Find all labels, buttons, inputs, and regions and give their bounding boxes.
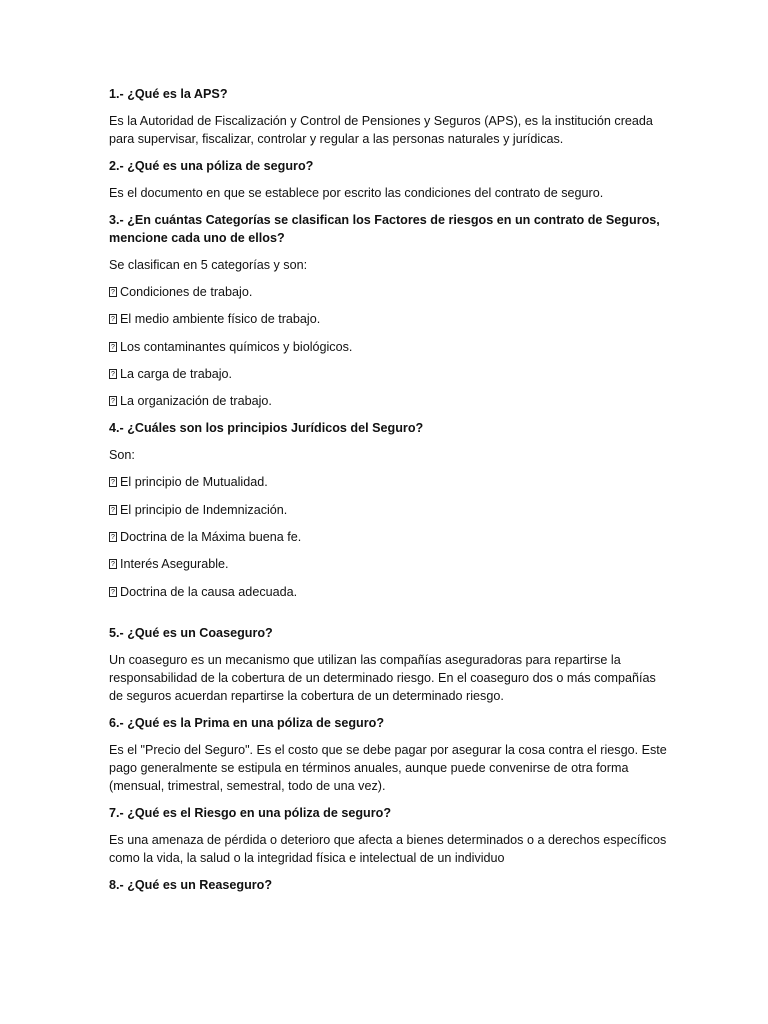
list-item bbox=[109, 283, 669, 301]
list-item-text: El medio ambiente físico de trabajo. bbox=[120, 312, 321, 327]
answer-7-text: Es una amenaza de pérdida o deterioro que afecta a bienes determinados o a derechos específicos como la vida, la salud o la integridad física e intelectual de un individuo bbox=[109, 832, 667, 865]
list-item-text: Los contaminantes químicos y biológicos. bbox=[120, 339, 353, 354]
missing-glyph-icon: ? bbox=[109, 396, 117, 406]
list-item-text: Doctrina de la Máxima buena fe. bbox=[120, 530, 302, 545]
list-item bbox=[109, 310, 669, 328]
missing-glyph-icon: ? bbox=[109, 314, 117, 324]
list-item bbox=[109, 555, 669, 573]
question-4-heading: 4.- ¿Cuáles son los principios Jurídicos del Seguro? bbox=[109, 421, 424, 436]
answer-5-text: Un coaseguro es un mecanismo que utilizan las compañías aseguradoras para repartirse la responsabilidad de la cobertura de un determinado riesgo. En el coaseguro dos o más compañías de seguros acuerdan repartirse la cobertura de un determinado riesgo. bbox=[109, 652, 656, 703]
list-item bbox=[109, 365, 669, 383]
missing-glyph-icon: ? bbox=[109, 532, 117, 542]
risk-factor-categories-list bbox=[109, 283, 669, 410]
list-item bbox=[109, 392, 669, 410]
list-item-text: El principio de Mutualidad. bbox=[120, 475, 268, 490]
question-1-heading: 1.- ¿Qué es la APS? bbox=[109, 87, 228, 101]
list-item-text: Condiciones de trabajo. bbox=[120, 285, 253, 299]
list-item bbox=[109, 501, 669, 519]
question-7-heading: 7.- ¿Qué es el Riesgo en una póliza de seguro? bbox=[109, 805, 392, 820]
answer-1-text: Es la Autoridad de Fiscalización y Control de Pensiones y Seguros (APS), es la institución creada para supervisar, fiscalizar, controlar y regular a las personas naturales y jurídicas. bbox=[109, 114, 653, 146]
missing-glyph-icon: ? bbox=[109, 287, 117, 297]
missing-glyph-icon: ? bbox=[109, 342, 117, 352]
list-item-text: La organización de trabajo. bbox=[120, 394, 272, 409]
list-item bbox=[109, 583, 669, 601]
answer-3-intro: Se clasifican en 5 categorías y son: bbox=[109, 258, 308, 272]
document-body bbox=[109, 85, 669, 903]
spacer bbox=[109, 610, 669, 624]
missing-glyph-icon: ? bbox=[109, 505, 117, 515]
missing-glyph-icon: ? bbox=[109, 369, 117, 379]
answer-6-text: Es el "Precio del Seguro". Es el costo que se debe pagar por asegurar la cosa contra el riesgo. Este pago generalmente se estipula en términos anuales, aunque puede convenirse de otra forma (mensual, trimestral, semestral, todo de una vez). bbox=[109, 742, 667, 793]
list-item bbox=[109, 473, 669, 491]
legal-principles-list bbox=[109, 473, 669, 600]
question-3-heading: 3.- ¿En cuántas Categorías se clasifican los Factores de riesgos en un contrato de Seguros, mencione cada uno de ellos? bbox=[109, 213, 660, 245]
question-2-heading: 2.- ¿Qué es una póliza de seguro? bbox=[109, 159, 314, 173]
question-8-heading: 8.- ¿Qué es un Reaseguro? bbox=[109, 877, 273, 892]
missing-glyph-icon: ? bbox=[109, 477, 117, 487]
list-item-text: El principio de Indemnización. bbox=[120, 502, 288, 517]
question-5-heading: 5.- ¿Qué es un Coaseguro? bbox=[109, 625, 273, 640]
question-6-heading: 6.- ¿Qué es la Prima en una póliza de seguro? bbox=[109, 715, 385, 730]
missing-glyph-icon: ? bbox=[109, 587, 117, 597]
list-item bbox=[109, 528, 669, 546]
answer-4-intro: Son: bbox=[109, 448, 135, 463]
missing-glyph-icon: ? bbox=[109, 559, 117, 569]
list-item bbox=[109, 338, 669, 356]
answer-2-text: Es el documento en que se establece por escrito las condiciones del contrato de seguro. bbox=[109, 186, 604, 200]
list-item-text: Doctrina de la causa adecuada. bbox=[120, 584, 298, 599]
list-item-text: Interés Asegurable. bbox=[120, 557, 229, 572]
list-item-text: La carga de trabajo. bbox=[120, 366, 233, 381]
